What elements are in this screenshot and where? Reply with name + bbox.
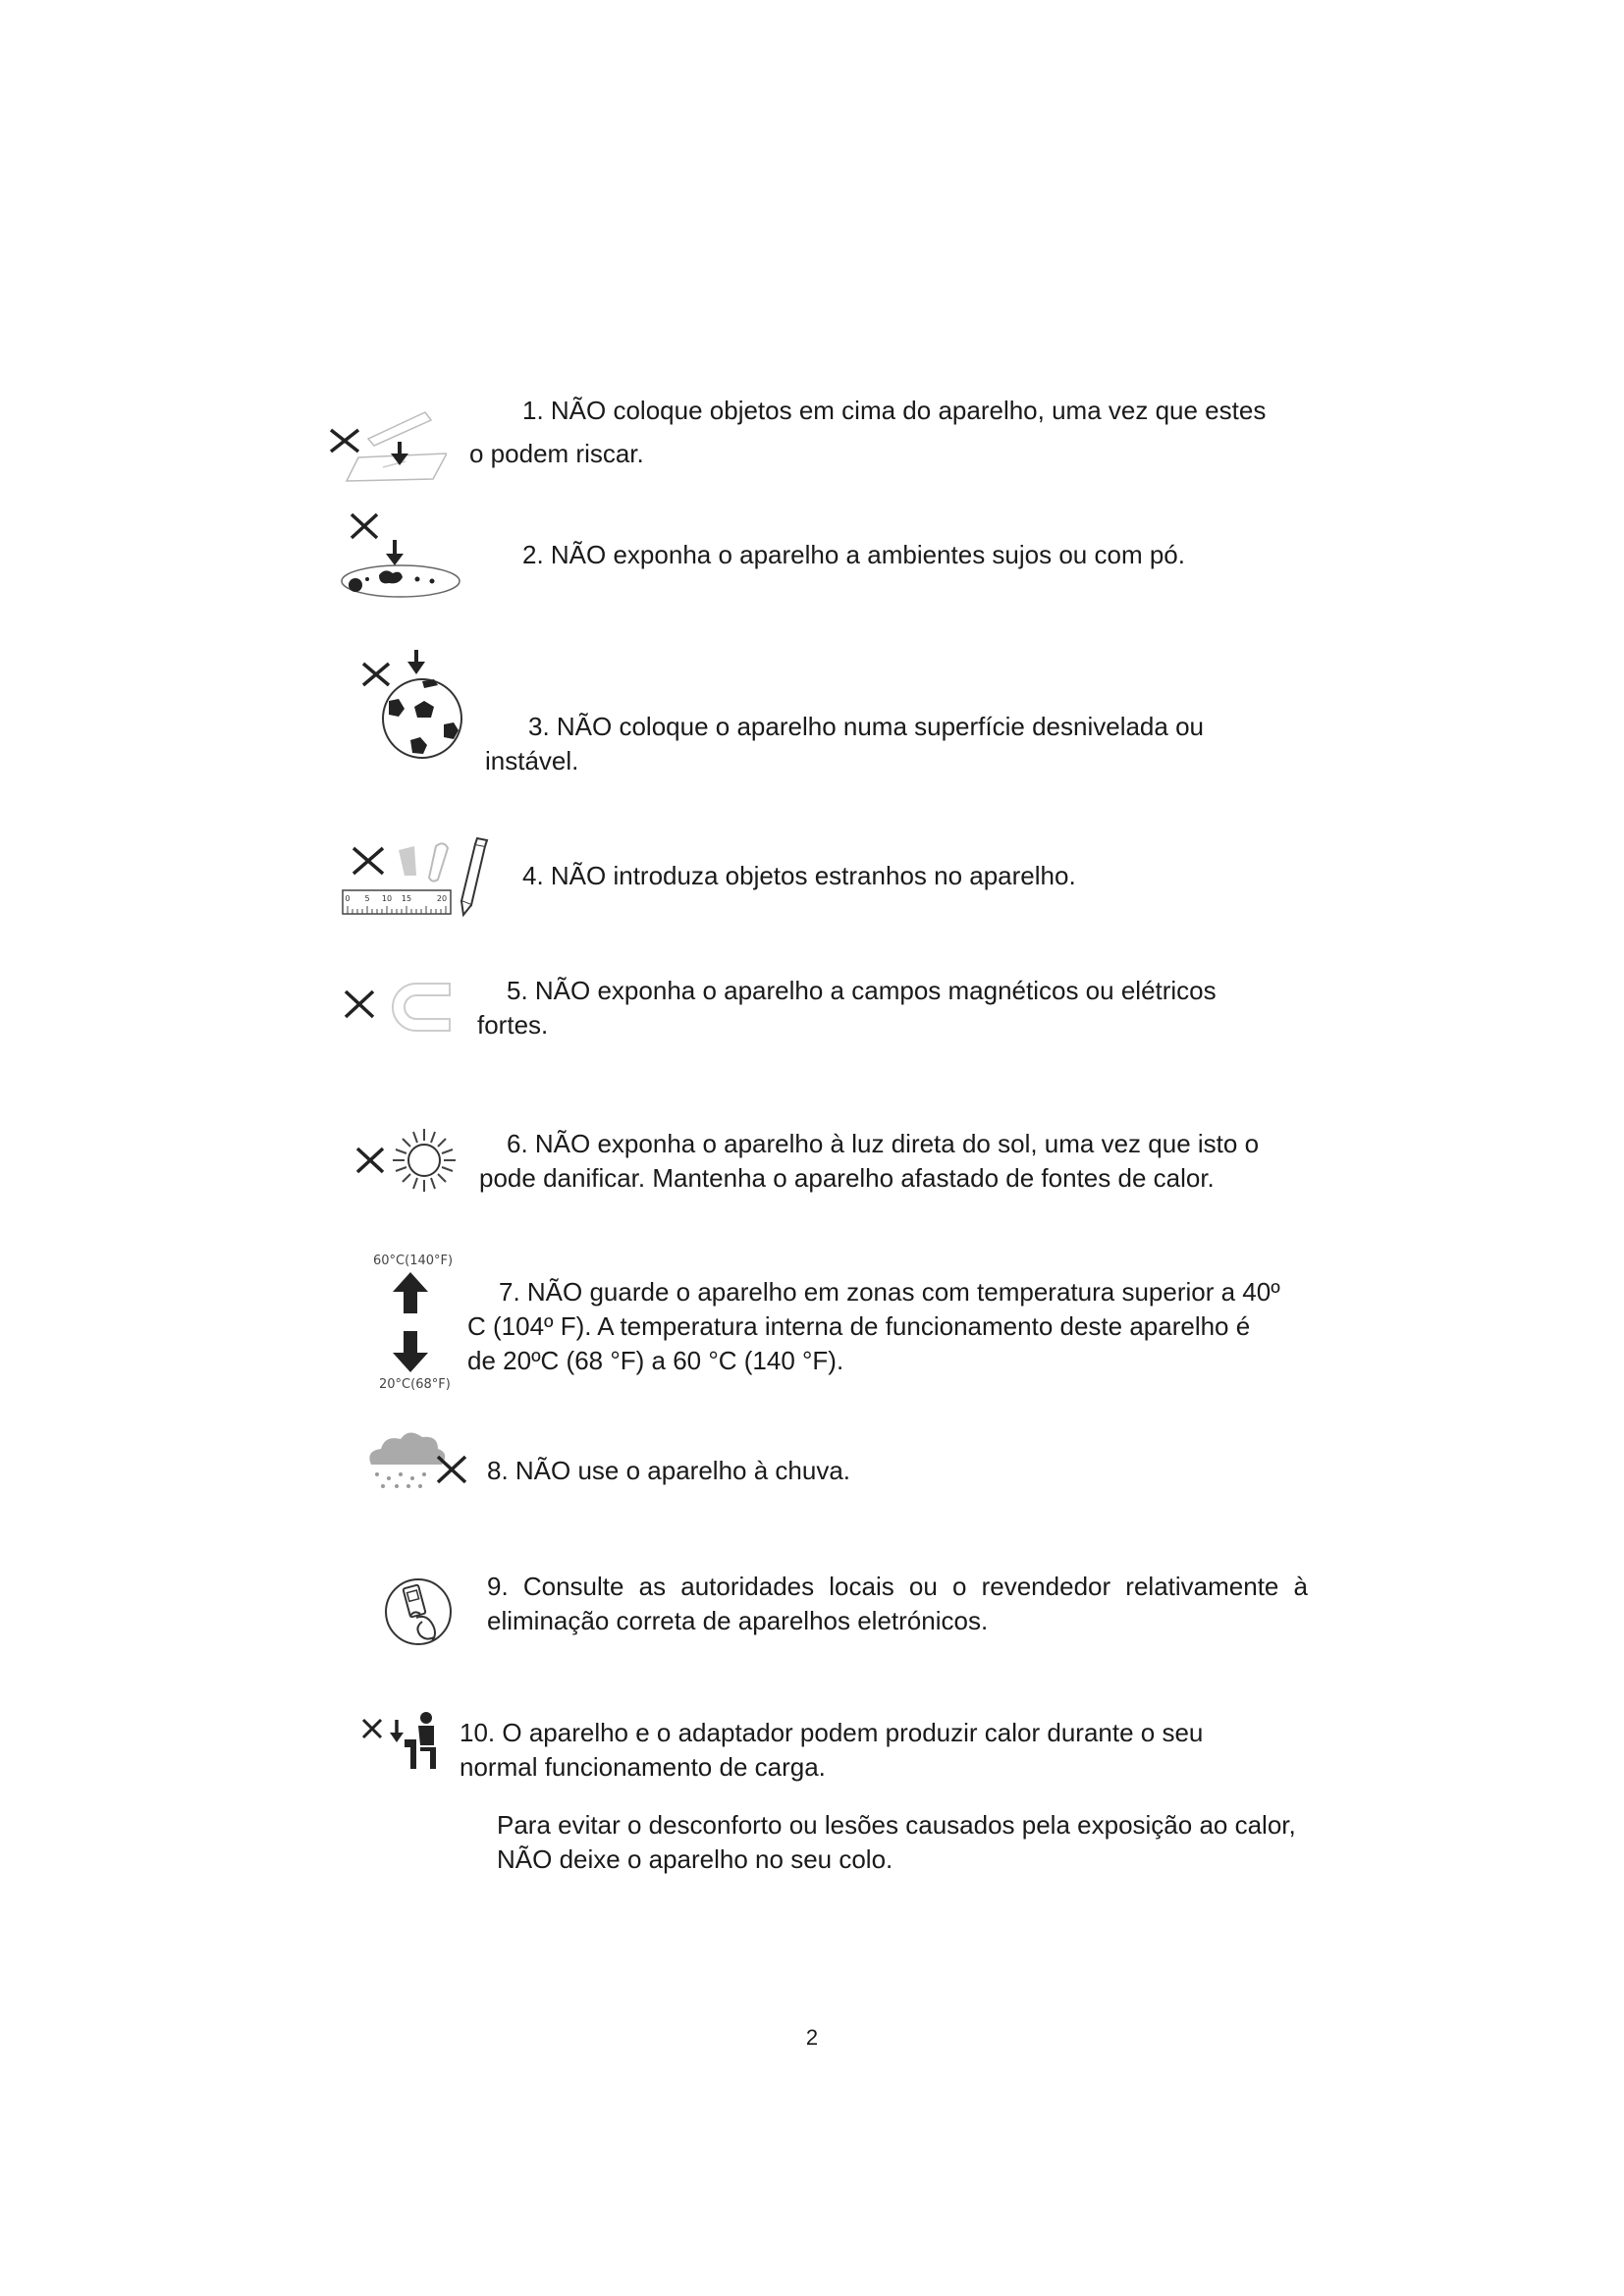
instruction-1-line-2: o podem riscar. [469, 439, 644, 468]
instruction-10-line-2: normal funcionamento de carga. [460, 1752, 826, 1782]
instruction-6-line-2: pode danificar. Mantenha o aparelho afastado de fontes de calor. [479, 1163, 1215, 1193]
no-uneven-surface-icon [359, 650, 467, 763]
instruction-10-para-2-line-2: NÃO deixe o aparelho no seu colo. [497, 1844, 893, 1874]
ruler-tick-0: 0 [345, 894, 351, 903]
instruction-3-line-1: 3. NÃO coloque o aparelho numa superfície desnivelada ou [528, 712, 1204, 741]
instruction-8-line-1: 8. NÃO use o aparelho à chuva. [487, 1456, 851, 1485]
no-foreign-objects-icon [342, 836, 509, 925]
temp-low-label: 20°C(68°F) [379, 1377, 451, 1392]
no-lap-use-icon [359, 1710, 444, 1771]
instruction-6-line-1: 6. NÃO exponha o aparelho à luz direta do sol, uma vez que isto o [507, 1129, 1260, 1158]
ruler-tick-15: 15 [401, 894, 412, 903]
instruction-2-line-1: 2. NÃO exponha o aparelho a ambientes sujos ou com pó. [522, 540, 1185, 569]
temperature-range-icon [369, 1251, 467, 1394]
instruction-5-line-2: fortes. [477, 1010, 549, 1040]
no-rain-icon [363, 1429, 473, 1490]
no-objects-on-top-icon [329, 404, 447, 483]
instruction-3-line-2: instável. [485, 746, 579, 775]
instruction-10-para-2-line-1: Para evitar o desconforto ou lesões causados pela exposição ao calor, [497, 1810, 1296, 1840]
instruction-5-line-1: 5. NÃO exponha o aparelho a campos magnéticos ou elétricos [507, 976, 1217, 1005]
instruction-9-line-1: 9. Consulte as autoridades locais ou o revendedor relativamente à [487, 1572, 1308, 1601]
recycling-disposal-icon [383, 1567, 454, 1657]
instruction-7-line-2: C (104º F). A temperatura interna de funcionamento deste aparelho é [467, 1311, 1251, 1341]
instruction-1-line-1: 1. NÃO coloque objetos em cima do aparelho, uma vez que estes [522, 396, 1267, 425]
no-dust-icon [334, 510, 461, 604]
instruction-4-line-1: 4. NÃO introduza objetos estranhos no aparelho. [522, 861, 1076, 890]
no-magnet-icon [342, 980, 460, 1039]
instruction-7-line-3: de 20ºC (68 °F) a 60 °C (140 °F). [467, 1346, 844, 1375]
no-sunlight-icon [353, 1127, 466, 1198]
ruler-tick-5: 5 [364, 894, 370, 903]
page-number: 2 [805, 2025, 819, 2050]
instruction-9-line-2: eliminação correta de aparelhos eletrónicos. [487, 1606, 989, 1635]
temp-high-label: 60°C(140°F) [373, 1254, 454, 1268]
ruler-tick-20: 20 [436, 894, 448, 903]
instruction-10-line-1: 10. O aparelho e o adaptador podem produzir calor durante o seu [460, 1718, 1204, 1747]
instruction-7-line-1: 7. NÃO guarde o aparelho em zonas com temperatura superior a 40º [499, 1277, 1280, 1307]
ruler-tick-10: 10 [381, 894, 393, 903]
